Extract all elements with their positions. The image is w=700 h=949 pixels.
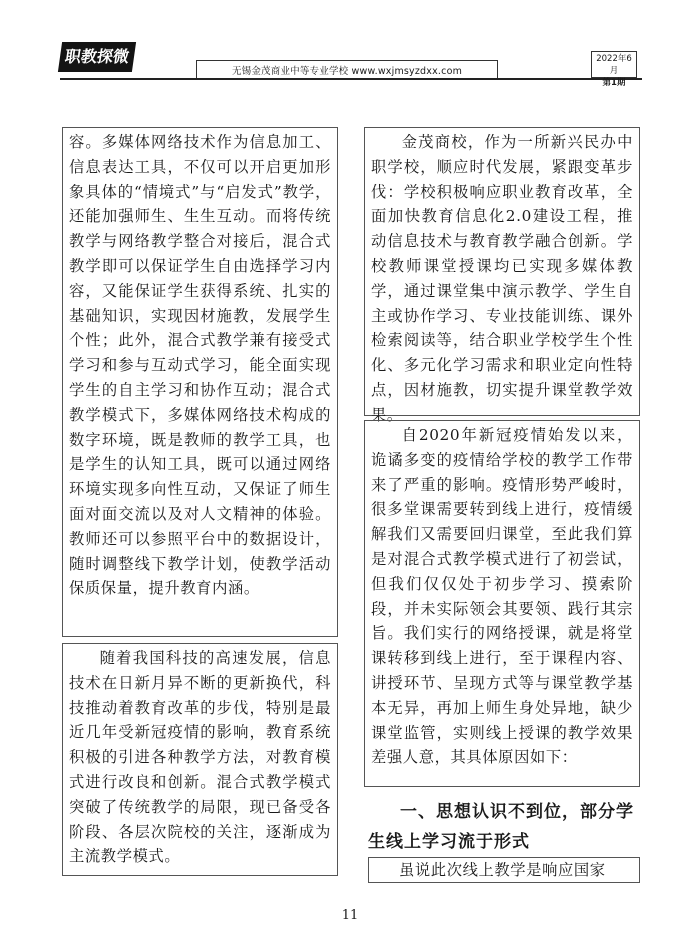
- school-name-and-url: 无锡金茂商业中等专业学校 www.wxjmsyzdxx.com: [196, 60, 498, 80]
- section-heading-line-1: 一、思想认识不到位，部分学: [400, 802, 634, 822]
- right-article-box-2: [364, 420, 640, 787]
- left-article-box-2: [62, 643, 338, 876]
- right-paragraph-1: 金茂商校，作为一所新兴民办中职学校，顺应时代发展，紧跟变革步伐：学校积极响应职业教育改革，全面加快教育信息化2.0建设工程，推动信息技术与教育教学融合创新。学校教师课堂授课均已实现多媒体教学，通过课堂集中演示教学、学生自主或协作学习、专业技能训练、课外检索阅读等，结合职业学校学生个性化、多元化学习需求和职业定向性特点，因材施教，切实提升课堂教学效果。: [371, 133, 633, 424]
- issue-date: 2022年6月: [596, 54, 632, 76]
- right-article-box-1: [364, 127, 640, 424]
- header-rule: [60, 78, 642, 80]
- section-heading: [368, 797, 640, 857]
- page-number: 11: [341, 908, 359, 923]
- left-paragraph-2: 随着我国科技的高速发展，信息技术在日新月异不断的更新换代，科技推动着教育改革的步伐，特别是最近几年受新冠疫情的影响，教育系统积极的引进各种教学方法，对教育模式进行改良和创新。混合式教学模式突破了传统教学的局限，现已备受各阶段、各层次院校的关注，逐渐成为主流教学模式。: [69, 649, 331, 866]
- issue-number: 第1期: [602, 78, 626, 88]
- section-heading-line-2: 生线上学习流于形式: [368, 832, 530, 852]
- continued-paragraph-text: 虽说此次线上教学是响应国家: [399, 861, 606, 879]
- continued-paragraph: [368, 857, 640, 883]
- issue-info: [591, 51, 637, 88]
- right-paragraph-2: 自2020年新冠疫情始发以来，诡谲多变的疫情给学校的教学工作带来了严重的影响。疫情形势严峻时，很多堂课需要转到线上进行，疫情缓解我们又需要回归课堂，至此我们算是对混合式教学模式进行了初尝试，但我们仅仅处于初步学习、摸索阶段，并未实际领会其要领、践行其宗旨。我们实行的网络授课，就是将堂课转移到线上进行，至于课程内容、讲授环节、呈现方式等与课堂教学基本无异，再加上师生身处异地，缺少课堂监管，实则线上授课的教学效果差强人意，其具体原因如下：: [371, 426, 633, 767]
- column-logo: 职教探微: [58, 42, 136, 72]
- left-paragraph-1: 容。多媒体网络技术作为信息加工、信息表达工具，不仅可以开启更加形象具体的“情境式”与“启发式”教学，还能加强师生、生生互动。而将传统教学与网络教学整合对接后，混合式教学即可以保证学生自由选择学习内容，又能保证学生获得系统、扎实的基础知识，实现因材施教，发展学生个性；此外，混合式教学兼有接受式学习和参与互动式学习，能全面实现学生的自主学习和协作互动；混合式教学模式下，多媒体网络技术构成的数字环境，既是教师的教学工具，也是学生的认知工具，既可以通过网络环境实现多向性互动，又保证了师生面对面交流以及对人文精神的体验。教师还可以参照平台中的数据设计，随时调整线下教学计划，使教学活动保质保量，提升教育内涵。: [69, 133, 331, 598]
- left-article-box-1: [62, 127, 338, 637]
